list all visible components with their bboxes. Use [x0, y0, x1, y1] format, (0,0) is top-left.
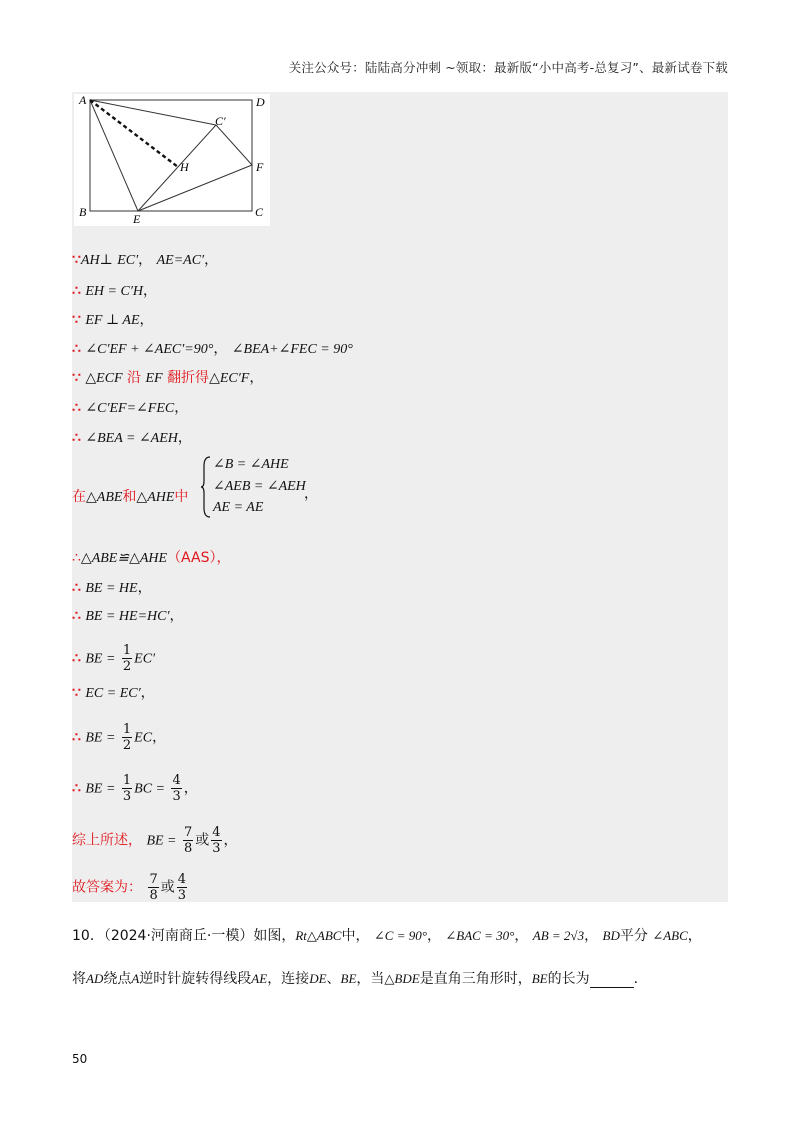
label-E: E [133, 212, 141, 226]
fraction-four-thirds: $\frac{4}{3}$ [212, 825, 221, 856]
step-1: ∵AH⊥ EC′， AE=AC′， [72, 252, 219, 268]
step-2: ∴ EH = C′H， [72, 283, 157, 299]
fraction-one-half: $\frac{1}{2}$ [122, 643, 132, 674]
geometry-figure [74, 94, 270, 226]
step-13: ∵ EC = EC′， [72, 685, 155, 701]
condition-angle-aeb: ∠AEB = ∠AEH [213, 479, 306, 494]
label-C: C [255, 205, 264, 219]
page-number: 50 [72, 1052, 88, 1066]
answer-line: 故答案为： $\frac{7}{8}$ 或 $\frac{4}{3}$ [72, 872, 187, 903]
step-14: ∴ BE = $\frac{1}{2}$ EC， [72, 722, 167, 753]
fraction-one-half: $\frac{1}{2}$ [122, 722, 132, 753]
fraction-one-third: $\frac{1}{3}$ [122, 773, 132, 804]
fraction-four-thirds: $\frac{4}{3}$ [177, 872, 187, 903]
step-8-comma: ， [304, 486, 318, 502]
label-A: A [79, 94, 87, 107]
label-F: F [256, 160, 264, 174]
fraction-four-thirds: $\frac{4}{3}$ [172, 773, 181, 804]
step-4: ∴ ∠C′EF + ∠AEC′=90°， ∠BEA+∠FEC = 90° [72, 341, 353, 357]
step-11: ∴ BE = HE=HC′， [72, 608, 184, 624]
label-B: B [79, 205, 87, 219]
question-10-line-2: 将AD绕点A逆时针旋转得线段AE，连接DE、BE，当△BDE是直角三角形时，BE的长为 . [72, 971, 639, 987]
step-12: ∴ BE = $\frac{1}{2}$ EC′ [72, 643, 156, 674]
step-9: ∴△ABE≌△AHE（AAS）， [72, 550, 231, 566]
page-header: 关注公众号：陆陆高分冲刺 ~领取：最新版“小中高考-总复习”、最新试卷下载 [288, 60, 728, 75]
label-H: H [180, 160, 189, 174]
step-10: ∴ BE = HE， [72, 580, 152, 596]
label-D: D [256, 95, 265, 109]
step-6: ∴ ∠C′EF=∠FEC， [72, 400, 189, 416]
condition-angle-b: ∠B = ∠AHE [213, 457, 289, 472]
answer-blank[interactable] [590, 973, 634, 988]
step-7: ∴ ∠BEA = ∠AEH， [72, 430, 192, 446]
condition-side-ae: AE = AE [213, 500, 264, 515]
left-brace [201, 456, 211, 518]
fraction-seven-eighths: $\frac{7}{8}$ [149, 872, 158, 903]
question-10-line-1: 10．（2024·河南商丘·一模）如图，Rt△ABC中， ∠C = 90°， ∠BAC = 30°， AB = 2√3， BD平分 ∠ABC， [72, 928, 702, 944]
step-5: ∵ △ECF 沿 EF 翻折得△EC′F， [72, 370, 264, 386]
step-3: ∵ EF ⊥ AE， [72, 312, 154, 328]
fraction-seven-eighths: $\frac{7}{8}$ [183, 825, 193, 856]
label-C-prime: C′ [215, 114, 226, 128]
rectangle-fold-diagram [74, 94, 270, 226]
step-8-intro: 在△ABE和△AHE中 [72, 489, 189, 505]
step-15: ∴ BE = $\frac{1}{3}$ BC = $\frac{4}{3}$ ， [72, 773, 198, 804]
summary-line: 综上所述， BE = $\frac{7}{8}$ 或 $\frac{4}{3}$ ， [72, 825, 238, 856]
